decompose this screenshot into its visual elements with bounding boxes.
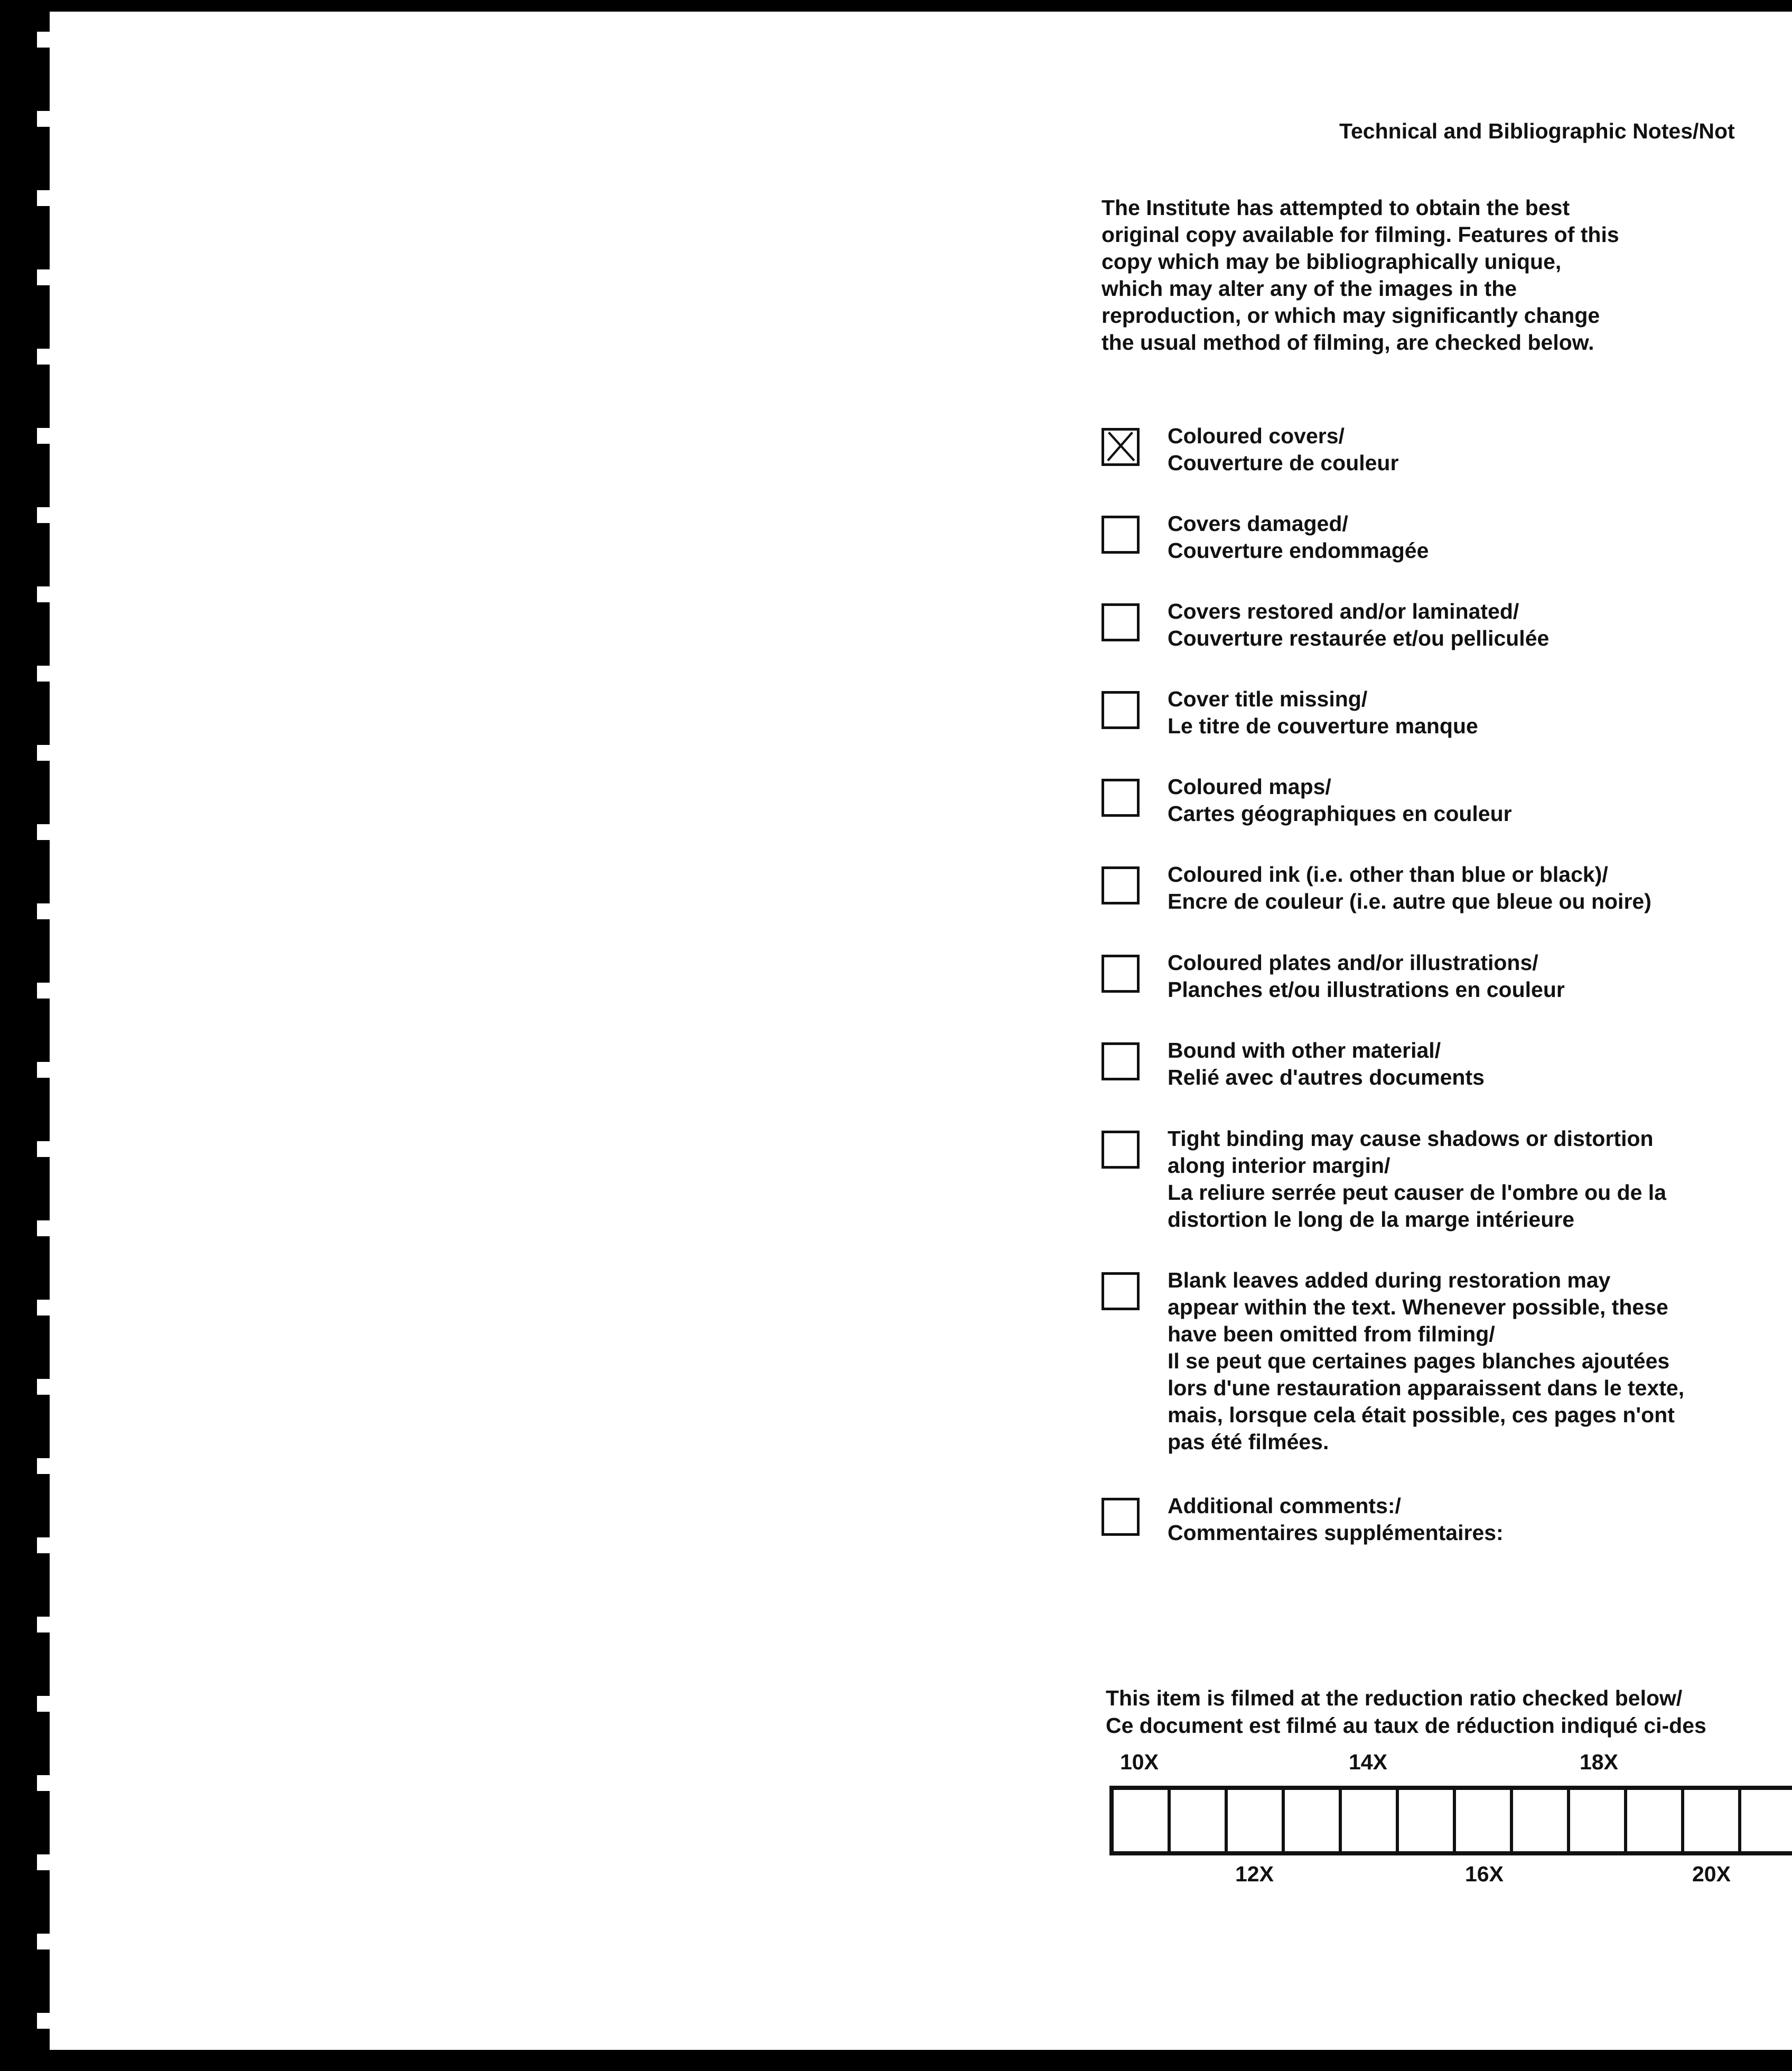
item-label [1168,773,1512,827]
item-label-line: distortion le long de la marge intérieure [1168,1207,1575,1232]
item-label [1168,423,1398,477]
ratio-label-bottom: 20X [1692,1862,1731,1886]
item-label [1168,686,1478,740]
ratio-cell[interactable] [1228,1790,1285,1851]
item-label-line: Il se peut que certaines pages blanches ajoutées [1168,1349,1670,1373]
reduction-ratio-grid [1109,1786,1792,1855]
item-label [1168,1125,1666,1233]
ratio-label-top: 14X [1349,1750,1387,1774]
item-label-en: Cover title missing/ [1168,687,1368,711]
item-label [1168,861,1651,915]
intro-line: which may alter any of the images in the [1102,276,1517,301]
checkbox-bound-with-other-material[interactable] [1102,1042,1140,1080]
item-label-line: appear within the text. Whenever possible, these [1168,1295,1668,1319]
item-label [1168,1267,1684,1456]
ratio-cell[interactable] [1171,1790,1228,1851]
reduction-line: Ce document est filmé au taux de réduction indiqué ci-des [1106,1713,1706,1738]
item-label-en: Coloured maps/ [1168,775,1331,799]
ratio-label-top: 10X [1120,1750,1159,1774]
item-label-en: Additional comments:/ [1168,1494,1401,1518]
ratio-cell[interactable] [1741,1790,1792,1851]
ratio-cell[interactable] [1513,1790,1570,1851]
ratio-label-top: 18X [1580,1750,1618,1774]
check-x-icon [1104,431,1137,463]
item-label [1168,949,1565,1003]
checkbox-covers-restored[interactable] [1102,603,1140,641]
item-label-fr: Commentaires supplémentaires: [1168,1520,1504,1545]
ratio-cell[interactable] [1342,1790,1399,1851]
intro-line: original copy available for filming. Features of this [1102,222,1619,247]
ratio-label-bottom: 12X [1235,1862,1274,1886]
scan-border-bottom [0,2050,1792,2071]
scan-border-left [0,0,42,2071]
reduction-ratio-text [1106,1684,1706,1739]
checkbox-coloured-covers[interactable] [1102,428,1140,466]
scan-border-left-edge [37,11,50,2050]
ratio-cell[interactable] [1114,1790,1171,1851]
item-label-en: Covers damaged/ [1168,511,1348,536]
item-label-fr: Planches et/ou illustrations en couleur [1168,977,1565,1002]
item-label-line: along interior margin/ [1168,1153,1390,1178]
item-label-fr: Couverture endommagée [1168,538,1429,563]
checkbox-blank-leaves[interactable] [1102,1272,1140,1310]
item-label [1168,1037,1485,1091]
reduction-line: This item is filmed at the reduction ratio checked below/ [1106,1686,1683,1710]
intro-line: copy which may be bibliographically unique, [1102,249,1562,274]
checkbox-additional-comments[interactable] [1102,1498,1140,1536]
item-label-line: Tight binding may cause shadows or distortion [1168,1126,1654,1151]
ratio-cell[interactable] [1456,1790,1513,1851]
item-label-line: La reliure serrée peut causer de l'ombre ou de la [1168,1180,1667,1205]
checkbox-covers-damaged[interactable] [1102,516,1140,554]
item-label-line: mais, lorsque cela était possible, ces pages n'ont [1168,1403,1675,1427]
page-title: Technical and Bibliographic Notes/Not [1339,119,1735,143]
intro-line: the usual method of filming, are checked below. [1102,330,1594,355]
item-label-line: have been omitted from filming/ [1168,1322,1495,1346]
item-label-fr: Encre de couleur (i.e. autre que bleue ou noire) [1168,889,1651,913]
item-label-fr: Cartes géographiques en couleur [1168,801,1512,826]
item-label [1168,1492,1504,1546]
ratio-cell[interactable] [1399,1790,1456,1851]
item-label-en: Coloured covers/ [1168,424,1345,448]
item-label-fr: Couverture restaurée et/ou pelliculée [1168,626,1550,650]
checkbox-coloured-maps[interactable] [1102,779,1140,817]
item-label-en: Coloured plates and/or illustrations/ [1168,950,1538,975]
ratio-cell[interactable] [1570,1790,1627,1851]
item-label-line: pas été filmées. [1168,1430,1329,1454]
item-label-line: lors d'une restauration apparaissent dans le texte, [1168,1376,1685,1400]
intro-line: reproduction, or which may significantly change [1102,303,1600,328]
ratio-cell[interactable] [1627,1790,1684,1851]
item-label-en: Coloured ink (i.e. other than blue or black)/ [1168,862,1608,887]
item-label-fr: Couverture de couleur [1168,451,1399,475]
item-label-fr: Le titre de couverture manque [1168,714,1478,738]
item-label-en: Bound with other material/ [1168,1038,1441,1062]
item-label [1168,510,1429,564]
item-label-en: Covers restored and/or laminated/ [1168,599,1519,623]
item-label-line: Blank leaves added during restoration may [1168,1268,1611,1292]
ratio-label-bottom: 16X [1465,1862,1504,1886]
intro-line: The Institute has attempted to obtain the best [1102,195,1570,220]
checkbox-cover-title-missing[interactable] [1102,691,1140,729]
scan-border-top [0,0,1792,12]
item-label [1168,598,1549,652]
intro-paragraph [1102,194,1788,356]
item-label-fr: Relié avec d'autres documents [1168,1065,1485,1089]
checkbox-tight-binding[interactable] [1102,1131,1140,1169]
checkbox-coloured-plates[interactable] [1102,955,1140,993]
checkbox-coloured-ink[interactable] [1102,866,1140,904]
ratio-cell[interactable] [1285,1790,1342,1851]
ratio-cell[interactable] [1684,1790,1741,1851]
